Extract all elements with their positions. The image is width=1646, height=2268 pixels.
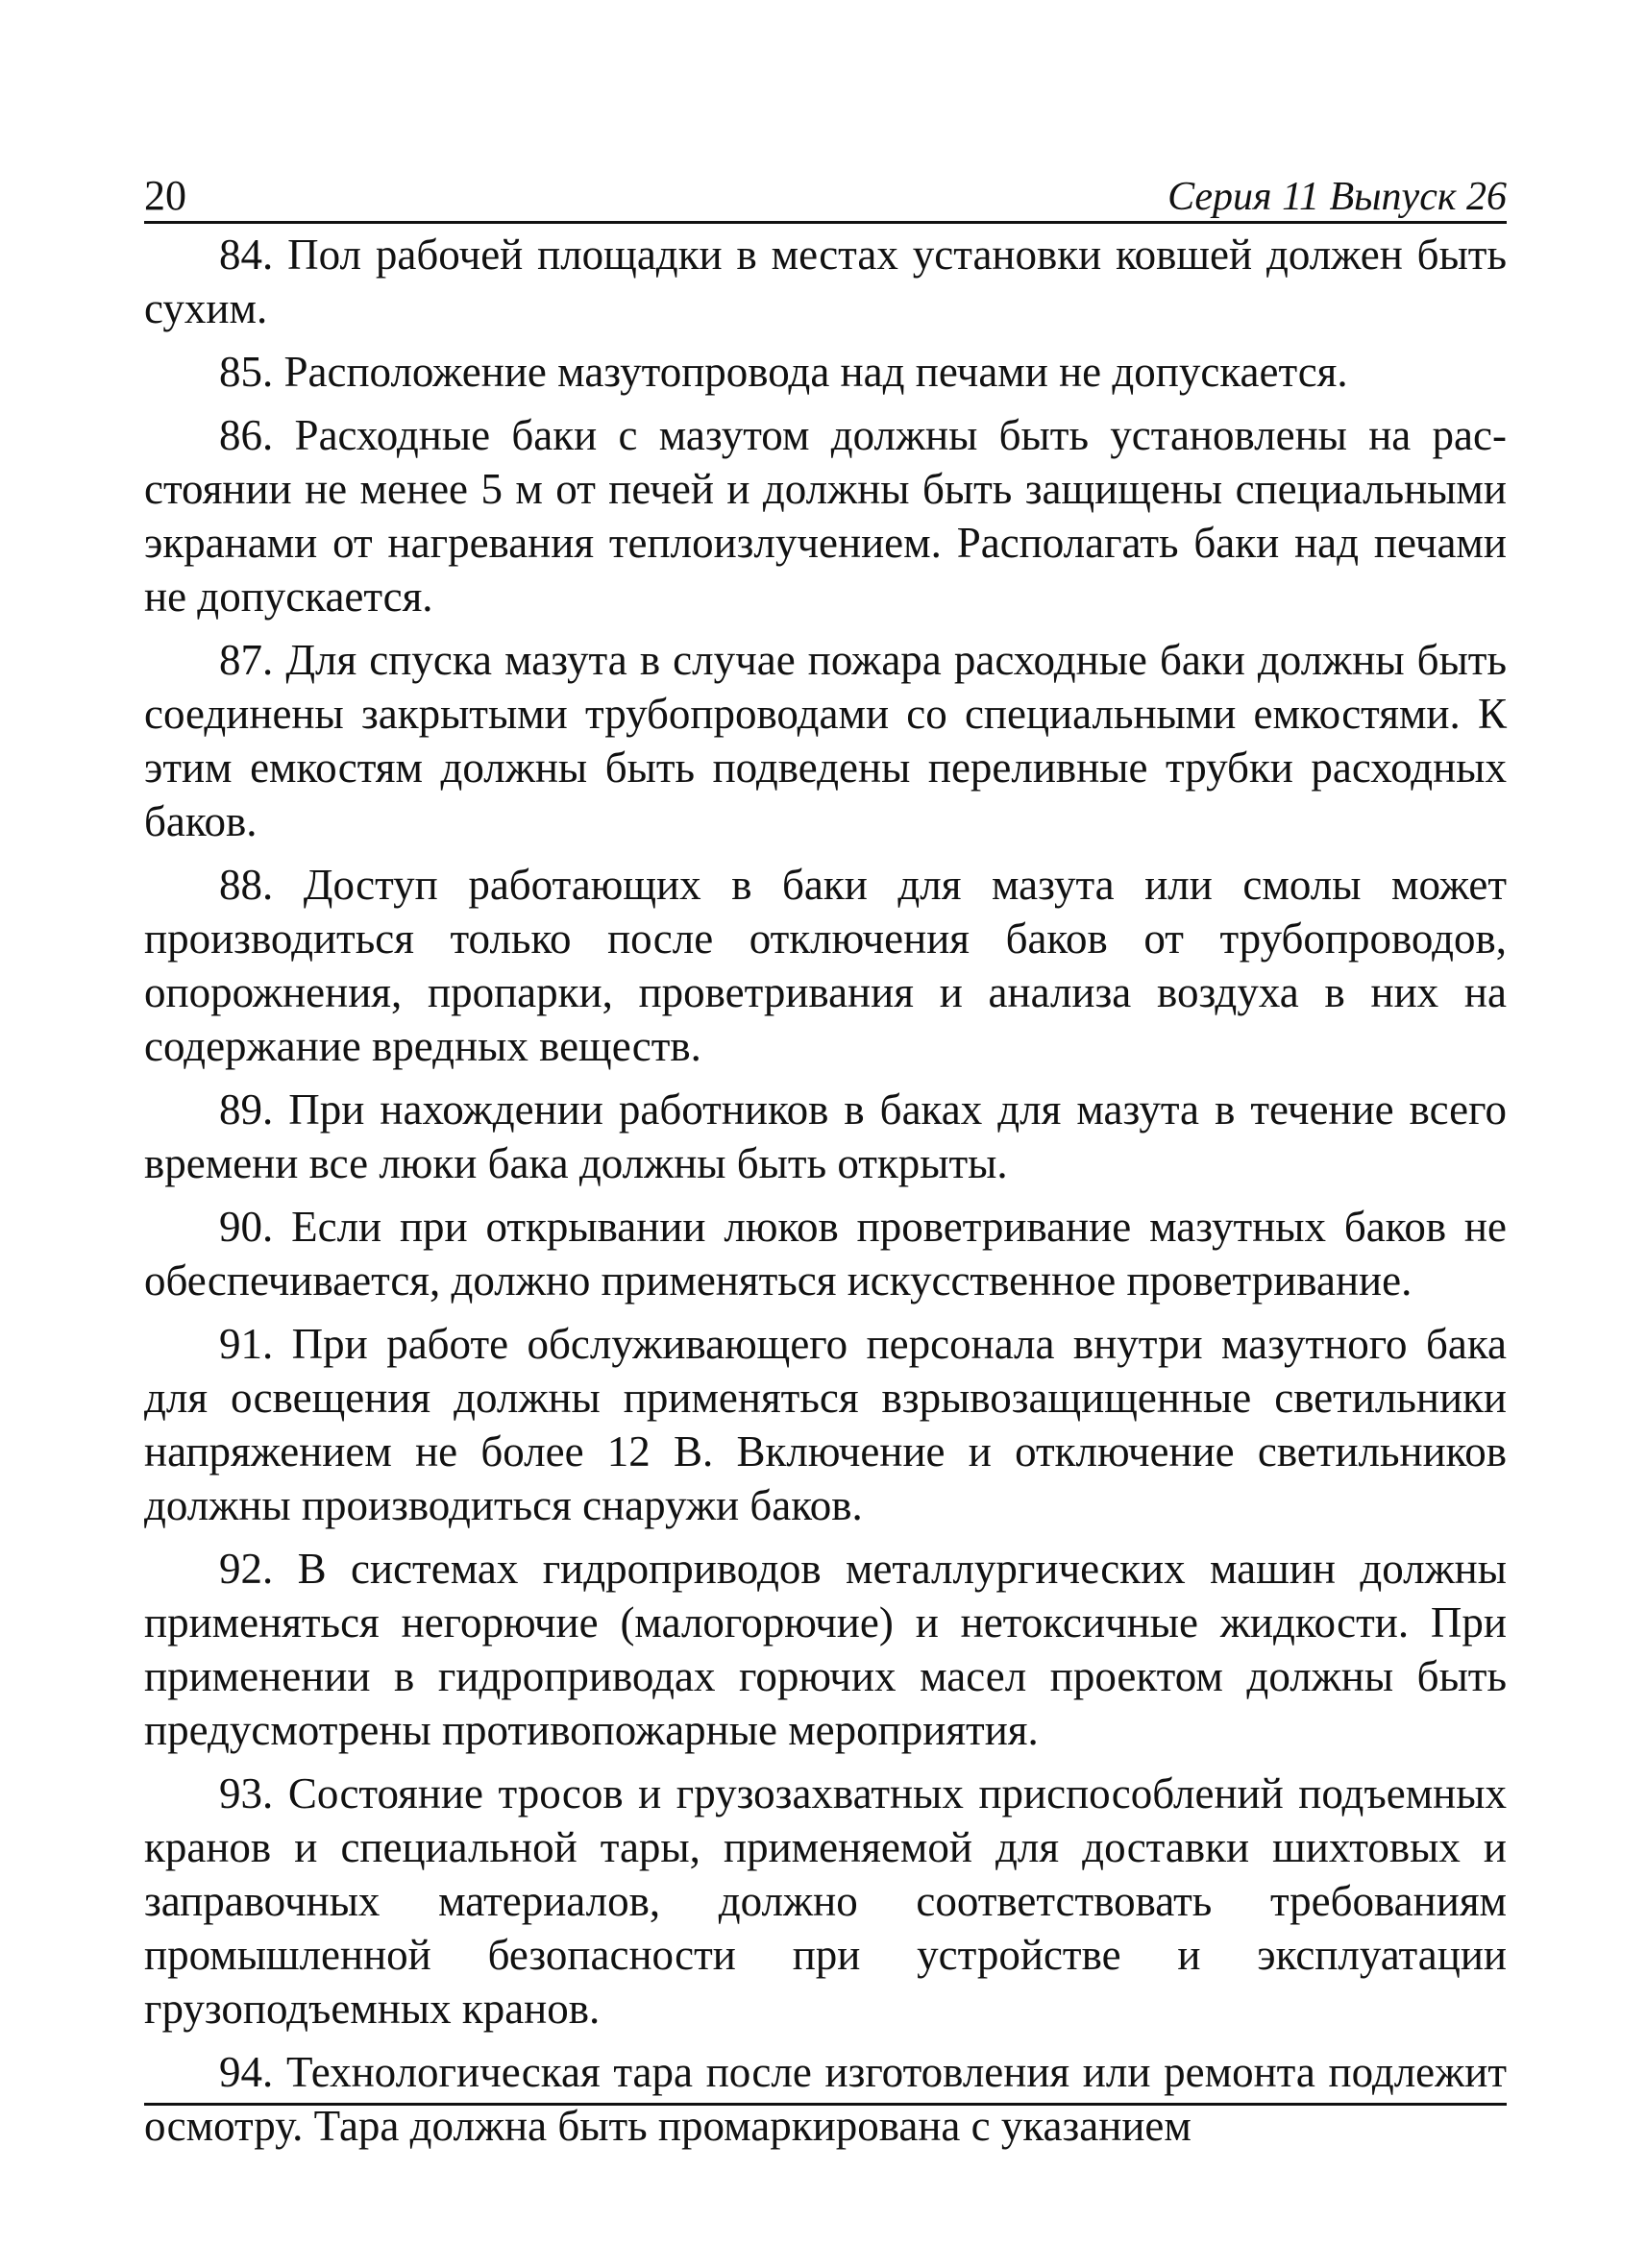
running-title: Серия 11 Выпуск 26 [1167,175,1507,219]
footer-rule [144,2103,1507,2106]
paragraph-86: 86. Расходные баки с мазутом должны быть установлены на расстоянии не менее 5 м от печей и должны быть защищены специальными экранами от нагревания теплоизлучением. Располагать баки над печами не допускается. [144,411,1507,621]
page-number: 20 [144,172,186,219]
document-page [144,163,1507,2162]
paragraph-91: 91. При работе обслуживающего персонала внутри мазутного бака для освещения должны применяться взрывозащищенные светильники напряжением не более 12 В. Включение и отключение светильников должны производиться снаружи баков. [144,1320,1507,1529]
paragraph-85: 85. Расположение мазутопровода над печами не допускается. [219,348,1348,396]
page-header [144,163,1507,224]
body-text [144,228,1507,2153]
paragraph-88: 88. Доступ работающих в баки для мазута или смолы может производиться только после отключения баков от трубопроводов, опорожнения, пропарки, проветривания и анализа воздуха в них на содержание вредных веществ. [144,861,1507,1070]
paragraph-87: 87. Для спуска мазута в случае пожара расходные баки должны быть соединены закрытыми трубопроводами со специальными емкостями. К этим емкостям должны быть подведены переливные трубки расходных баков. [144,636,1507,845]
paragraph-93: 93. Состояние тросов и грузозахватных приспособлений подъемных кранов и специальной тары, применяемой для доставки шихтовых и заправочных материалов, должно соответствовать требованиям промышленной безопасности при устройстве и эксплуатации грузоподъемных кранов. [144,1769,1507,2033]
paragraph-90: 90. Если при открывании люков проветривание мазутных баков не обеспечивается, должно применяться искусственное проветривание. [144,1203,1507,1305]
paragraph-92: 92. В системах гидроприводов металлургических машин должны применяться негорючие (малогорючие) и нетоксичные жидкости. При применении в гидроприводах горючих масел проектом должны быть предусмотрены противопожарные мероприятия. [144,1545,1507,1754]
paragraph-94: 94. Технологическая тара после изготовления или ремонта подлежит осмотру. Тара должна быть промаркирована с указанием [144,2048,1507,2150]
paragraph-89: 89. При нахождении работников в баках для мазута в течение всего времени все люки бака должны быть открыты. [144,1085,1507,1187]
paragraph-84: 84. Пол рабочей площадки в местах установки ковшей должен быть сухим. [144,231,1507,332]
